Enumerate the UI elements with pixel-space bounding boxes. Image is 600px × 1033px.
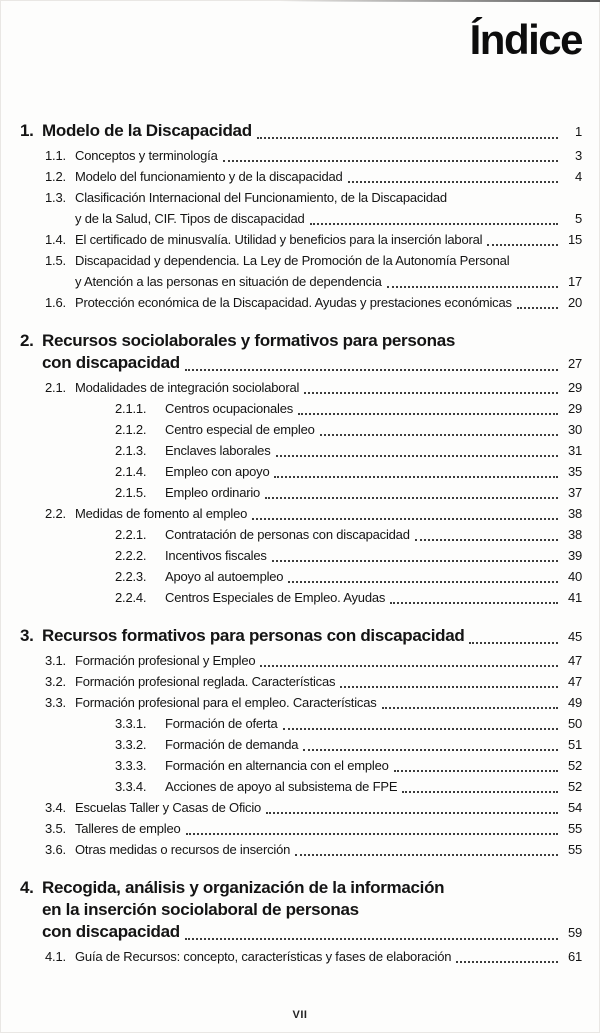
toc-entry-title: Modelo del funcionamiento y de la discapacidad	[75, 169, 343, 184]
toc-entry-body	[75, 797, 582, 818]
toc-entry-page: 52	[567, 758, 582, 773]
toc-entry-title: y Atención a las personas en situación de dependencia	[75, 274, 382, 289]
toc-entry-page: 29	[567, 380, 582, 395]
toc-entry-title: El certificado de minusvalía. Utilidad y beneficios para la inserción laboral	[75, 232, 483, 247]
toc-entry-page: 51	[567, 737, 582, 752]
toc-entry-title: con discapacidad	[42, 353, 180, 372]
toc-entry-body	[165, 482, 582, 503]
dot-leader	[487, 243, 558, 246]
toc-entry	[115, 713, 582, 734]
toc-entry-body	[42, 625, 582, 648]
toc-entry	[115, 776, 582, 797]
toc-entry-number: 1.4.	[45, 232, 66, 247]
toc-entry-number: 1.5.	[45, 253, 66, 268]
toc-entry	[115, 440, 582, 461]
toc-entry-body	[75, 671, 582, 692]
dot-leader	[283, 727, 558, 730]
toc-entry	[115, 482, 582, 503]
toc-entry-title: y de la Salud, CIF. Tipos de discapacidad	[75, 211, 305, 226]
toc-entry	[45, 377, 582, 398]
toc-entry-number: 3.3.2.	[115, 737, 147, 752]
toc-entry-body	[75, 503, 582, 524]
toc-entry-body	[75, 145, 582, 166]
toc-entry-number: 3.4.	[45, 800, 66, 815]
dot-leader	[288, 580, 558, 583]
toc-entry-page: 37	[567, 485, 582, 500]
toc-entry-body	[75, 818, 582, 839]
dot-leader	[186, 832, 558, 835]
toc-entry-page: 38	[567, 506, 582, 521]
toc-entry-body	[75, 292, 582, 313]
toc-entry-title: Formación profesional para el empleo. Características	[75, 695, 377, 710]
toc-entry-title: Modelo de la Discapacidad	[42, 121, 252, 140]
toc-entry-page: 20	[567, 295, 582, 310]
toc-entry-title: Acciones de apoyo al subsistema de FPE	[165, 779, 398, 794]
toc-entry-number: 1.3.	[45, 190, 66, 205]
toc-entry-title: Medidas de fomento al empleo	[75, 506, 248, 521]
toc-entry-number: 3.3.3.	[115, 758, 147, 773]
toc-entry-number: 2.1.5.	[115, 485, 147, 500]
toc-entry-number: 2.1.2.	[115, 422, 147, 437]
toc-entry-title: Empleo con apoyo	[165, 464, 270, 479]
toc-entry-title: en la inserción sociolaboral de personas	[42, 900, 359, 919]
toc-entry-page: 17	[567, 274, 582, 289]
toc-entry-number: 2.2.2.	[115, 548, 147, 563]
dot-leader	[276, 454, 558, 457]
toc-entry-body	[165, 419, 582, 440]
toc-entry-number: 4.	[20, 878, 34, 897]
toc-entry-body	[75, 839, 582, 860]
dot-leader	[310, 222, 558, 225]
toc-entry	[45, 671, 582, 692]
toc-entry	[115, 398, 582, 419]
toc-entry-number: 1.6.	[45, 295, 66, 310]
toc-entry-page: 40	[567, 569, 582, 584]
dot-leader	[387, 285, 558, 288]
dot-leader	[517, 306, 558, 309]
toc-entry-title: Recursos formativos para personas con discapacidad	[42, 626, 465, 645]
toc-entry-title: Empleo ordinario	[165, 485, 261, 500]
toc-entry-page: 61	[567, 949, 582, 964]
toc-list	[0, 120, 600, 967]
toc-entry-number: 3.3.	[45, 695, 66, 710]
toc-entry-page: 54	[567, 800, 582, 815]
toc-entry	[115, 566, 582, 587]
toc-entry-body	[165, 776, 582, 797]
toc-entry-title: Recogida, análisis y organización de la información	[42, 878, 445, 897]
footer-page-number: VII	[292, 1009, 308, 1021]
toc-entry-number: 3.2.	[45, 674, 66, 689]
toc-entry	[45, 145, 582, 166]
toc-entry	[115, 755, 582, 776]
toc-entry-title: Otras medidas o recursos de inserción	[75, 842, 291, 857]
toc-entry-body	[165, 524, 582, 545]
toc-entry-title: Centros ocupacionales	[165, 401, 294, 416]
toc-entry-title: Conceptos y terminología	[75, 148, 218, 163]
toc-entry-body	[75, 250, 582, 292]
dot-leader	[265, 496, 558, 499]
toc-entry	[20, 877, 582, 944]
toc-entry-page: 5	[574, 211, 582, 226]
toc-entry-number: 2.1.4.	[115, 464, 147, 479]
toc-entry	[20, 625, 582, 648]
toc-entry-page: 3	[574, 148, 582, 163]
toc-entry-title: Protección económica de la Discapacidad. Ayudas y prestaciones económicas	[75, 295, 512, 310]
toc-entry-body	[42, 877, 582, 944]
dot-leader	[394, 769, 558, 772]
toc-entry	[20, 330, 582, 375]
toc-entry-title: Incentivos fiscales	[165, 548, 267, 563]
toc-entry-number: 2.2.4.	[115, 590, 147, 605]
toc-entry-body	[42, 120, 582, 143]
toc-entry-number: 2.2.	[45, 506, 66, 521]
toc-entry	[115, 419, 582, 440]
dot-leader	[252, 517, 558, 520]
dot-leader	[469, 641, 558, 644]
toc-entry-title: Formación profesional reglada. Características	[75, 674, 336, 689]
toc-entry	[45, 797, 582, 818]
toc-entry-number: 3.6.	[45, 842, 66, 857]
toc-entry-title: Contratación de personas con discapacidad	[165, 527, 410, 542]
dot-leader	[295, 853, 558, 856]
toc-entry-title: Formación de demanda	[165, 737, 299, 752]
toc-entry	[45, 818, 582, 839]
toc-entry-body	[165, 545, 582, 566]
toc-entry-page: 55	[567, 842, 582, 857]
toc-entry-number: 2.	[20, 331, 34, 350]
toc-entry-body	[165, 398, 582, 419]
dot-leader	[260, 664, 558, 667]
toc-entry-page: 55	[567, 821, 582, 836]
toc-entry-body	[165, 713, 582, 734]
toc-entry-number: 1.	[20, 121, 34, 140]
toc-entry-number: 2.1.1.	[115, 401, 147, 416]
toc-entry-title: Formación profesional y Empleo	[75, 653, 256, 668]
toc-entry-number: 3.	[20, 626, 34, 645]
toc-entry-title: Clasificación Internacional del Funcionamiento, de la Discapacidad	[75, 190, 447, 205]
dot-leader	[185, 937, 558, 940]
toc-entry-body	[75, 187, 582, 229]
dot-leader	[298, 412, 558, 415]
toc-entry-page: 52	[567, 779, 582, 794]
toc-entry	[115, 587, 582, 608]
toc-entry-body	[165, 566, 582, 587]
toc-entry-title: Guía de Recursos: concepto, características y fases de elaboración	[75, 949, 452, 964]
toc-entry-page: 30	[567, 422, 582, 437]
toc-entry-page: 15	[567, 232, 582, 247]
dot-leader	[266, 811, 558, 814]
toc-entry-number: 2.2.1.	[115, 527, 147, 542]
toc-entry-body	[75, 377, 582, 398]
toc-entry-number: 4.1.	[45, 949, 66, 964]
dot-leader	[415, 538, 558, 541]
toc-entry-page: 47	[567, 674, 582, 689]
dot-leader	[402, 790, 558, 793]
dot-leader	[272, 559, 558, 562]
toc-entry	[115, 734, 582, 755]
toc-entry	[45, 839, 582, 860]
toc-entry-number: 3.3.1.	[115, 716, 147, 731]
toc-entry-number: 3.5.	[45, 821, 66, 836]
toc-entry-body	[165, 461, 582, 482]
toc-entry-number: 2.1.	[45, 380, 66, 395]
toc-entry-page: 47	[567, 653, 582, 668]
scan-edge-artifact	[280, 0, 600, 2]
toc-entry	[45, 187, 582, 229]
toc-entry	[45, 692, 582, 713]
dot-leader	[382, 706, 558, 709]
toc-entry-number: 3.3.4.	[115, 779, 147, 794]
toc-entry-title: Formación en alternancia con el empleo	[165, 758, 389, 773]
toc-entry-title: Discapacidad y dependencia. La Ley de Promoción de la Autonomía Personal	[75, 253, 510, 268]
toc-entry-number: 2.1.3.	[115, 443, 147, 458]
toc-entry-body	[165, 440, 582, 461]
toc-entry-page: 50	[567, 716, 582, 731]
toc-entry-number: 1.1.	[45, 148, 66, 163]
dot-leader	[320, 433, 558, 436]
toc-entry-page: 29	[567, 401, 582, 416]
toc-entry-page: 35	[567, 464, 582, 479]
toc-entry-page: 27	[567, 356, 582, 371]
toc-entry-page: 41	[567, 590, 582, 605]
toc-entry-title: Escuelas Taller y Casas de Oficio	[75, 800, 262, 815]
toc-entry	[20, 120, 582, 143]
toc-entry	[45, 503, 582, 524]
page-title: Índice	[469, 16, 582, 63]
dot-leader	[274, 475, 558, 478]
toc-entry	[115, 545, 582, 566]
dot-leader	[348, 180, 558, 183]
toc-entry-body	[42, 330, 582, 375]
toc-entry-body	[75, 650, 582, 671]
toc-entry-title: con discapacidad	[42, 922, 180, 941]
toc-entry-body	[75, 166, 582, 187]
dot-leader	[340, 685, 558, 688]
toc-entry-title: Enclaves laborales	[165, 443, 271, 458]
toc-entry-body	[75, 229, 582, 250]
toc-entry-title: Centros Especiales de Empleo. Ayudas	[165, 590, 386, 605]
toc-entry-title: Modalidades de integración sociolaboral	[75, 380, 300, 395]
toc-entry	[45, 229, 582, 250]
toc-entry-page: 38	[567, 527, 582, 542]
toc-entry-number: 3.1.	[45, 653, 66, 668]
toc-entry-page: 49	[567, 695, 582, 710]
toc-entry-body	[75, 946, 582, 967]
toc-entry-page: 39	[567, 548, 582, 563]
toc-entry-number: 2.2.3.	[115, 569, 147, 584]
toc-entry-title: Talleres de empleo	[75, 821, 181, 836]
toc-entry-number: 1.2.	[45, 169, 66, 184]
dot-leader	[303, 748, 558, 751]
dot-leader	[185, 368, 558, 371]
toc-entry-body	[75, 692, 582, 713]
toc-entry-page: 45	[567, 629, 582, 644]
toc-entry-body	[165, 755, 582, 776]
dot-leader	[390, 601, 558, 604]
toc-entry	[45, 946, 582, 967]
toc-entry	[45, 166, 582, 187]
toc-entry-page: 1	[574, 124, 582, 139]
toc-entry-page: 31	[567, 443, 582, 458]
dot-leader	[223, 159, 558, 162]
toc-entry-title: Apoyo al autoempleo	[165, 569, 284, 584]
toc-entry	[45, 292, 582, 313]
dot-leader	[304, 391, 558, 394]
toc-entry	[115, 461, 582, 482]
dot-leader	[456, 960, 558, 963]
toc-entry	[45, 250, 582, 292]
toc-entry-title: Formación de oferta	[165, 716, 278, 731]
toc-entry-page: 4	[574, 169, 582, 184]
toc-entry-page: 59	[567, 925, 582, 940]
toc-entry-title: Centro especial de empleo	[165, 422, 315, 437]
toc-entry-body	[165, 734, 582, 755]
toc-entry	[115, 524, 582, 545]
toc-entry-body	[165, 587, 582, 608]
toc-entry	[45, 650, 582, 671]
dot-leader	[257, 136, 558, 139]
toc-entry-title: Recursos sociolaborales y formativos para personas	[42, 331, 456, 350]
